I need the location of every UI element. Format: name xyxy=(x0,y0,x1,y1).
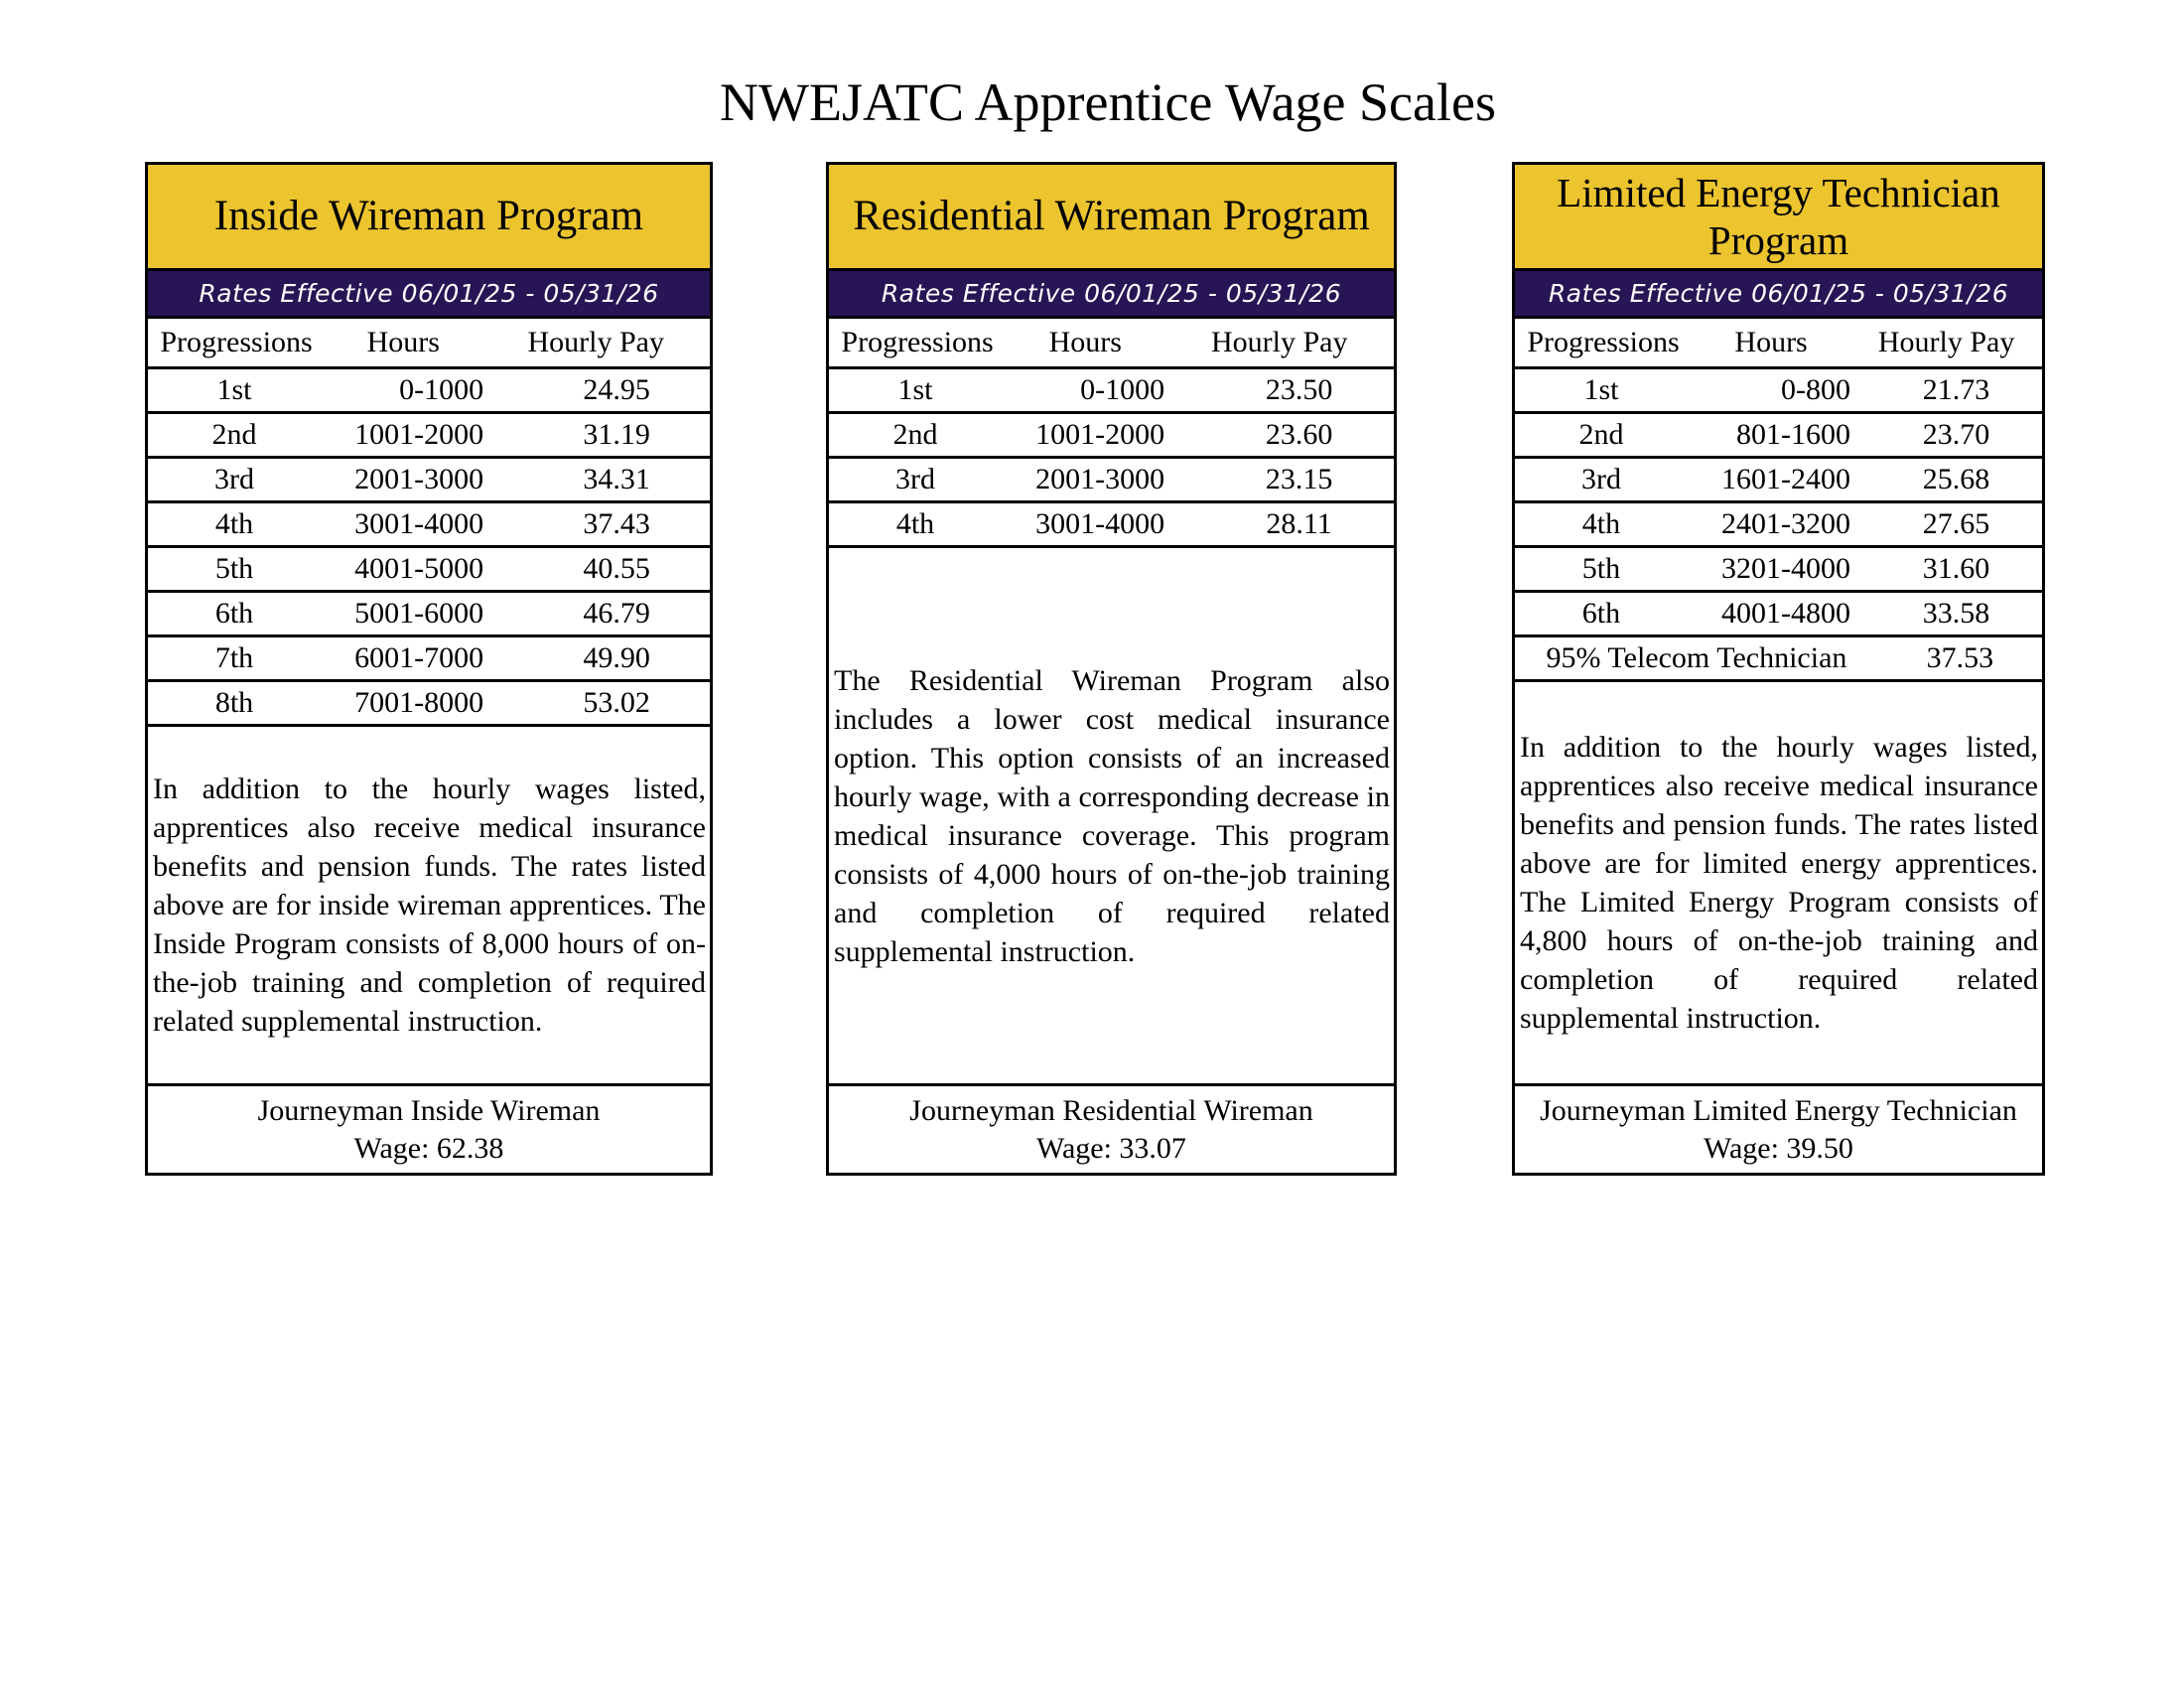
hours-header: Hours xyxy=(1734,326,1808,358)
pay-cell: 23.15 xyxy=(1265,463,1333,495)
table-row xyxy=(829,503,1394,548)
progression-cell: 3rd xyxy=(214,463,254,495)
progression-cell: 2nd xyxy=(1578,418,1624,451)
progression-cell: 4th xyxy=(214,507,254,540)
table-row xyxy=(829,414,1394,459)
pay-cell: 23.70 xyxy=(1922,418,1990,451)
pay-cell: 40.55 xyxy=(583,552,650,585)
hours-header: Hours xyxy=(1048,326,1122,358)
pay-cell: 23.50 xyxy=(1265,373,1333,406)
telecom-pay: 37.53 xyxy=(1926,641,1994,674)
table-header-row xyxy=(148,319,710,369)
progression-cell: 3rd xyxy=(1580,463,1621,495)
table-header-row xyxy=(1515,319,2042,369)
hours-cell: 6001-7000 xyxy=(354,641,484,674)
table-row xyxy=(1515,593,2042,637)
journeyman-footer xyxy=(829,1086,1394,1173)
progression-cell: 1st xyxy=(216,373,252,406)
progression-cell: 8th xyxy=(214,686,254,719)
residential-wireman-panel xyxy=(826,162,1397,1176)
limited-energy-panel xyxy=(1512,162,2045,1176)
table-row xyxy=(148,459,710,503)
hours-cell: 3001-4000 xyxy=(354,507,484,540)
hours-cell: 0-800 xyxy=(1781,373,1851,406)
hourly-pay-header: Hourly Pay xyxy=(527,326,664,358)
pay-cell: 24.95 xyxy=(583,373,650,406)
program-description xyxy=(829,548,1394,1086)
page-title: NWEJATC Apprentice Wage Scales xyxy=(720,72,1496,132)
table-row xyxy=(148,637,710,682)
progression-cell: 4th xyxy=(895,507,935,540)
progression-cell: 1st xyxy=(1583,373,1619,406)
table-row xyxy=(1515,369,2042,414)
progression-cell: 1st xyxy=(897,373,933,406)
rates-effective-bar: Rates Effective 06/01/25 - 05/31/26 xyxy=(1515,271,2042,319)
description-text: In addition to the hourly wages listed, apprentices also receive medical insurance benefits and pension funds. The rates listed above are for inside wireman apprentices. The Inside Program consists of 8,000 hours of on-the-job training and completion of required related supplemental instruction. xyxy=(153,773,706,1038)
table-row xyxy=(829,369,1394,414)
progressions-header: Progressions xyxy=(841,326,994,358)
hours-header: Hours xyxy=(366,326,440,358)
program-title: Residential Wireman Program xyxy=(829,165,1394,271)
table-row xyxy=(148,414,710,459)
progression-cell: 6th xyxy=(214,597,254,630)
inside-wireman-panel xyxy=(145,162,713,1176)
pay-cell: 46.79 xyxy=(583,597,650,630)
hours-cell: 801-1600 xyxy=(1736,418,1851,451)
table-row xyxy=(148,682,710,727)
progression-cell: 6th xyxy=(1581,597,1621,630)
hours-cell: 2401-3200 xyxy=(1721,507,1851,540)
hours-cell: 1601-2400 xyxy=(1721,463,1851,495)
hours-cell: 3201-4000 xyxy=(1721,552,1851,585)
table-row xyxy=(148,369,710,414)
table-row xyxy=(148,503,710,548)
hourly-pay-header: Hourly Pay xyxy=(1210,326,1348,358)
journeyman-wage: Wage: 33.07 xyxy=(1036,1131,1186,1165)
description-text: In addition to the hourly wages listed, apprentices also receive medical insurance benefits and pension funds. The rates listed above are for limited energy apprentices. The Limited Energy Program consists of 4,800 hours of on-the-job training and completion of required related supplemental instruction. xyxy=(1520,731,2038,1035)
description-text: The Residential Wireman Program also includes a lower cost medical insurance option. This option consists of an increased hourly wage, with a corresponding decrease in medical insurance coverage. This program consists of 4,000 hours of on-the-job training and completion of required related supplemental instruction. xyxy=(834,663,1390,968)
table-row xyxy=(1515,459,2042,503)
pay-cell: 31.60 xyxy=(1922,552,1990,585)
pay-cell: 31.19 xyxy=(583,418,650,451)
journeyman-title: Journeyman Limited Energy Technician xyxy=(1540,1093,2017,1127)
progressions-header: Progressions xyxy=(1527,326,1680,358)
hours-cell: 3001-4000 xyxy=(1035,507,1165,540)
progression-cell: 5th xyxy=(1581,552,1621,585)
progression-cell: 5th xyxy=(214,552,254,585)
pay-cell: 28.11 xyxy=(1266,507,1332,540)
hours-cell: 1001-2000 xyxy=(1035,418,1165,451)
hours-cell: 1001-2000 xyxy=(354,418,484,451)
telecom-label: 95% Telecom Technician xyxy=(1546,641,1847,674)
table-row xyxy=(829,459,1394,503)
hours-cell: 0-1000 xyxy=(399,373,484,406)
hours-cell: 4001-4800 xyxy=(1721,597,1851,630)
progression-cell: 4th xyxy=(1581,507,1621,540)
pay-cell: 25.68 xyxy=(1922,463,1990,495)
hours-cell: 4001-5000 xyxy=(354,552,484,585)
table-row xyxy=(1515,548,2042,593)
hours-cell: 2001-3000 xyxy=(1035,463,1165,495)
journeyman-wage: Wage: 62.38 xyxy=(353,1131,504,1165)
pay-cell: 34.31 xyxy=(583,463,650,495)
progression-cell: 7th xyxy=(214,641,254,674)
table-row xyxy=(148,593,710,637)
progression-cell: 2nd xyxy=(892,418,938,451)
pay-cell: 27.65 xyxy=(1922,507,1990,540)
pay-cell: 49.90 xyxy=(583,641,650,674)
program-description xyxy=(1515,682,2042,1086)
hours-cell: 7001-8000 xyxy=(354,686,484,719)
progressions-header: Progressions xyxy=(160,326,313,358)
journeyman-title: Journeyman Inside Wireman xyxy=(257,1093,601,1127)
hours-cell: 2001-3000 xyxy=(354,463,484,495)
journeyman-footer xyxy=(1515,1086,2042,1173)
pay-cell: 53.02 xyxy=(583,686,650,719)
journeyman-title: Journeyman Residential Wireman xyxy=(909,1093,1313,1127)
pay-cell: 33.58 xyxy=(1922,597,1990,630)
table-header-row xyxy=(829,319,1394,369)
table-row xyxy=(1515,503,2042,548)
journeyman-wage: Wage: 39.50 xyxy=(1704,1131,1853,1165)
pay-cell: 37.43 xyxy=(583,507,650,540)
telecom-technician-row xyxy=(1515,637,2042,682)
pay-cell: 21.73 xyxy=(1922,373,1990,406)
hours-cell: 5001-6000 xyxy=(354,597,484,630)
progression-cell: 2nd xyxy=(211,418,257,451)
rates-effective-bar: Rates Effective 06/01/25 - 05/31/26 xyxy=(829,271,1394,319)
table-row xyxy=(1515,414,2042,459)
progression-cell: 3rd xyxy=(895,463,936,495)
hourly-pay-header: Hourly Pay xyxy=(1877,326,2015,358)
program-title: Inside Wireman Program xyxy=(148,165,710,271)
program-title: Limited Energy Technician Program xyxy=(1515,165,2042,271)
table-row xyxy=(148,548,710,593)
program-description xyxy=(148,727,710,1086)
hours-cell: 0-1000 xyxy=(1080,373,1165,406)
pay-cell: 23.60 xyxy=(1265,418,1333,451)
journeyman-footer xyxy=(148,1086,710,1173)
rates-effective-bar: Rates Effective 06/01/25 - 05/31/26 xyxy=(148,271,710,319)
